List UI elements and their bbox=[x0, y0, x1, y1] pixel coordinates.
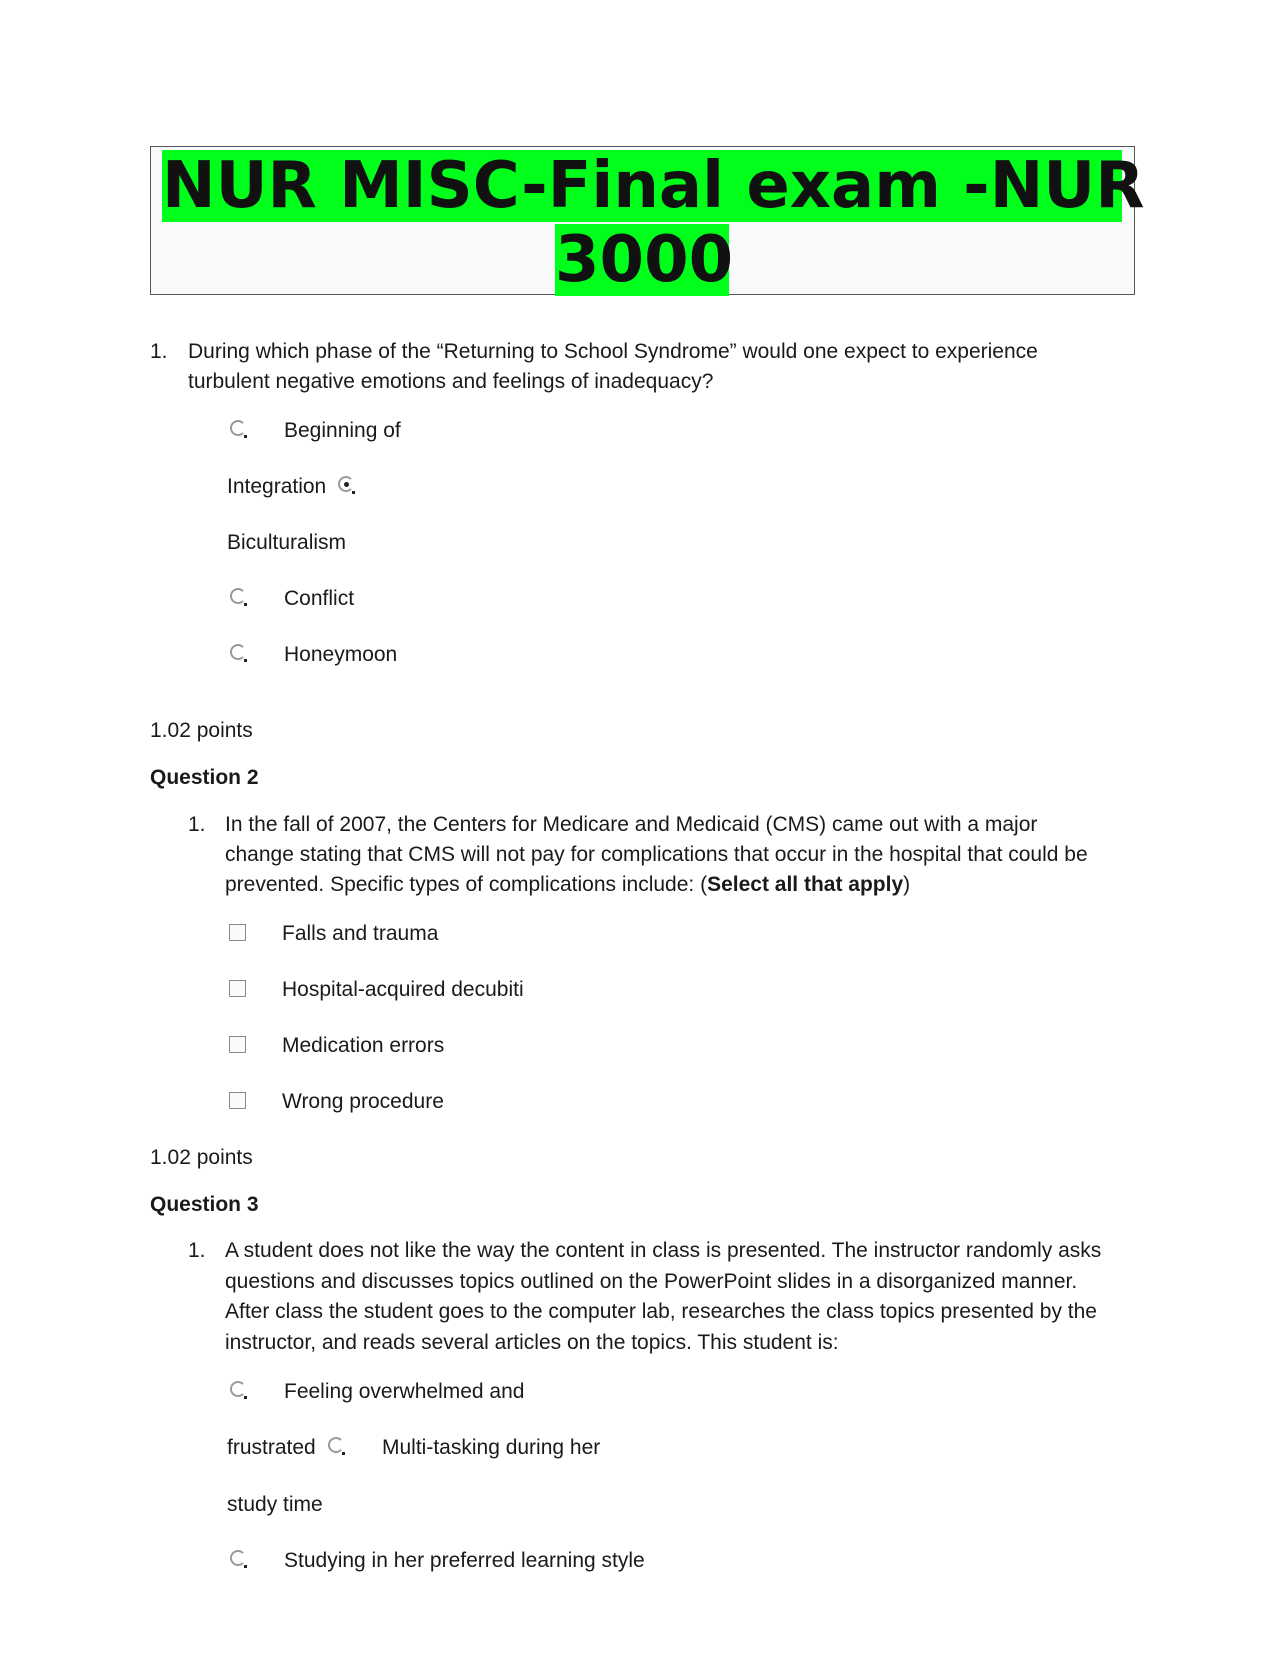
q3-number: 1. bbox=[188, 1239, 206, 1262]
q1-text-line-2: turbulent negative emotions and feelings of inadequacy? bbox=[188, 370, 714, 393]
q1-option-b-label: Integration bbox=[227, 475, 327, 498]
q2-text-line-1: In the fall of 2007, the Centers for Medicare and Medicaid (CMS) came out with a major bbox=[225, 813, 1038, 836]
q1-option-a-label: Beginning of bbox=[284, 419, 401, 442]
q2-option-b-checkbox[interactable] bbox=[229, 980, 246, 997]
q2-text-line-3-pre: prevented. Specific types of complications include: ( bbox=[225, 873, 708, 896]
q2-points: 1.02 points bbox=[150, 1146, 253, 1169]
q1-points: 1.02 points bbox=[150, 719, 253, 742]
q2-text-line-3-post: ) bbox=[903, 873, 911, 896]
document-title-line-1: NUR MISC-Final exam -NUR bbox=[162, 149, 1145, 223]
q3-option-b-label-cont: study time bbox=[227, 1493, 323, 1516]
q1-option-d-label: Conflict bbox=[284, 587, 355, 610]
q1-option-c-label: Biculturalism bbox=[227, 531, 347, 554]
q1-option-d-radio[interactable] bbox=[230, 588, 246, 604]
document-title-line-2: 3000 bbox=[555, 223, 734, 297]
q1-option-e-radio[interactable] bbox=[230, 644, 246, 660]
q3-text-line-3: After class the student goes to the computer lab, researches the class topics presented by the bbox=[225, 1300, 1097, 1323]
q3-option-b-radio[interactable] bbox=[328, 1437, 344, 1453]
q2-option-a-label: Falls and trauma bbox=[282, 922, 439, 945]
q3-heading: Question 3 bbox=[150, 1193, 259, 1216]
q2-number: 1. bbox=[188, 813, 206, 836]
q3-option-b-label: Multi-tasking during her bbox=[382, 1436, 601, 1459]
q3-option-a-radio[interactable] bbox=[230, 1381, 246, 1397]
q3-text-line-2: questions and discusses topics outlined on the PowerPoint slides in a disorganized manner. bbox=[225, 1270, 1078, 1293]
q3-option-a-label: Feeling overwhelmed and bbox=[284, 1380, 525, 1403]
q1-number: 1. bbox=[150, 340, 168, 363]
q2-option-b-label: Hospital-acquired decubiti bbox=[282, 978, 524, 1001]
q2-option-a-checkbox[interactable] bbox=[229, 924, 246, 941]
q2-option-d-label: Wrong procedure bbox=[282, 1090, 444, 1113]
q2-option-c-checkbox[interactable] bbox=[229, 1036, 246, 1053]
q1-option-b-radio[interactable] bbox=[338, 476, 354, 492]
q2-option-c-label: Medication errors bbox=[282, 1034, 445, 1057]
q1-option-a-radio[interactable] bbox=[230, 420, 246, 436]
q3-text-line-1: A student does not like the way the content in class is presented. The instructor randomly asks bbox=[225, 1239, 1102, 1262]
q2-heading: Question 2 bbox=[150, 766, 259, 789]
q3-option-c-label: Studying in her preferred learning style bbox=[284, 1549, 645, 1572]
q2-text-line-2: change stating that CMS will not pay for complications that occur in the hospital that could be bbox=[225, 843, 1088, 866]
q3-text-line-4: instructor, and reads several articles on the topics. This student is: bbox=[225, 1331, 839, 1354]
q3-option-c-radio[interactable] bbox=[230, 1550, 246, 1566]
q3-option-a-label-cont: frustrated bbox=[227, 1436, 316, 1459]
q2-text-line-3 bbox=[225, 870, 910, 900]
q2-option-d-checkbox[interactable] bbox=[229, 1092, 246, 1109]
q1-text-line-1: During which phase of the “Returning to School Syndrome” would one expect to experience bbox=[188, 340, 1038, 363]
q2-select-all-note: Select all that apply bbox=[707, 873, 904, 896]
q1-option-e-label: Honeymoon bbox=[284, 643, 398, 666]
